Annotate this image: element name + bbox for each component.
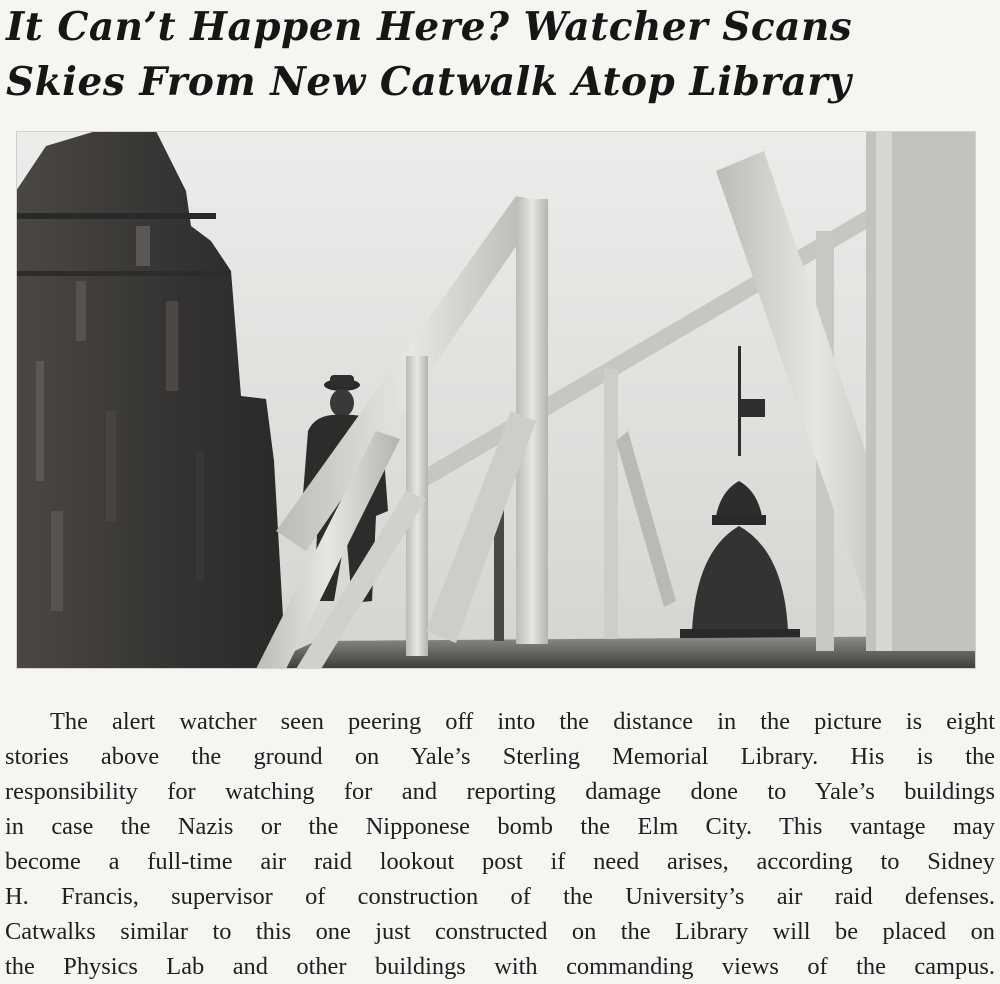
body-line-6: H. Francis, supervisor of construction of the University’s air raid defenses. (5, 883, 995, 910)
body-line-8: the Physics Lab and other buildings with commanding views of the campus. (5, 953, 995, 980)
news-photo (16, 131, 976, 669)
body-line-1: The alert watcher seen peering off into the distance in the picture is eight (50, 708, 995, 735)
body-line-3: responsibility for watching for and reporting damage done to Yale’s buildings (5, 778, 995, 805)
body-line-5: become a full-time air raid lookout post if need arises, according to Sidney (5, 848, 995, 875)
body-line-2: stories above the ground on Yale’s Sterling Memorial Library. His is the (5, 743, 995, 770)
article-body (5, 704, 995, 984)
body-line-4: in case the Nazis or the Nipponese bomb the Elm City. This vantage may (5, 813, 995, 840)
headline-line-1: It Can’t Happen Here? Watcher Scans (6, 4, 853, 50)
body-line-7: Catwalks similar to this one just constructed on the Library will be placed on (5, 918, 995, 945)
photo-illustration (16, 131, 976, 669)
headline-line-2: Skies From New Catwalk Atop Library (6, 59, 852, 105)
headline (6, 0, 986, 110)
